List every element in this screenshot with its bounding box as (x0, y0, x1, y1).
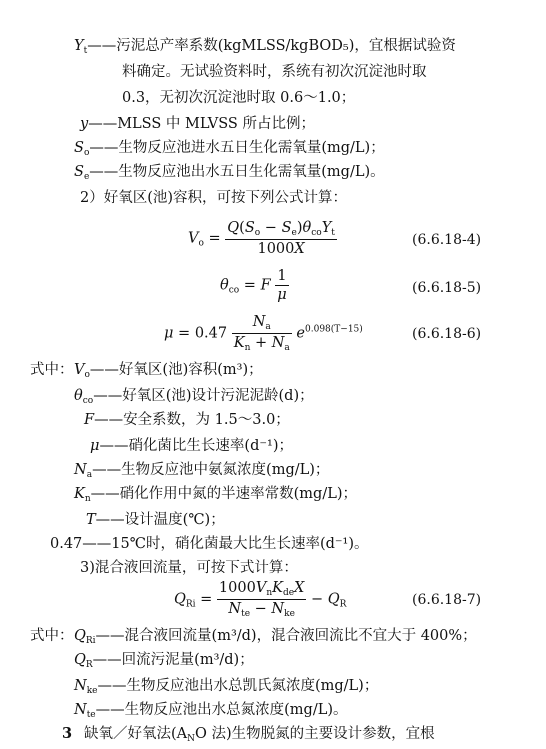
section-2-heading: 2）好氧区(池)容积，可按下列公式计算： (80, 190, 348, 206)
where-label-1: 式中： (30, 362, 74, 378)
def-Nke: $N_{ke}——$生物反应池出水总凯氏氮浓度(mg/L)； (74, 678, 379, 696)
def-mu: μ——硝化菌比生长速率(d⁻¹)； (90, 438, 293, 454)
def-F: F——安全系数，为 1.5～3.0； (84, 412, 290, 428)
equation-6-6-18-7: $Q_{Ri}$ = $\frac{1000V_nK_{de}X}{N_{te} - N_{ke}}$ − $Q_R$ (174, 580, 347, 619)
equation-number-6: (6.6.18-6) (412, 326, 482, 342)
equation-number-4: (6.6.18-4) (412, 232, 482, 248)
def-Kn: $K_n——$硝化作用中氮的半速率常数(mg/L)； (74, 486, 357, 504)
equation-6-6-18-5: $\theta_{co} = F$ $\frac{1}{\mu}$ (220, 268, 287, 303)
section-3-heading: 3)混合液回流量，可按下式计算： (80, 560, 298, 576)
def-Se: $S_e——$生物反应池出水五日生化需氧量(mg/L)。 (74, 164, 385, 182)
where-label-2: 式中： (30, 628, 74, 644)
def-QR: $Q_R——$回流污泥量(m³/d)； (74, 652, 254, 670)
def-theta-co: $\theta_{co}——$好氧区(池)设计污泥泥龄(d)； (74, 388, 314, 406)
equation-6-6-18-6: μ = 0.47 $\frac{N_a}{K_n + N_a}$ $e^{0.098(T-15)}$ (164, 314, 363, 353)
def-T: T——设计温度(℃)； (86, 512, 225, 528)
def-Yt-cont2: 0.3，无初次沉淀池时取 0.6～1.0； (122, 90, 356, 106)
def-Nte: $N_{te}——$生物反应池出水总氮浓度(mg/L)。 (74, 702, 348, 720)
equation-number-7: (6.6.18-7) (412, 592, 482, 608)
def-QRi: $Q_{Ri}——$混合液回流量(m³/d)，混合液回流比不宜大于 400%； (74, 628, 477, 646)
clause-3-number: 3 (62, 725, 73, 742)
def-Vo: $V_o——$好氧区(池)容积(m³)； (74, 362, 263, 380)
clause-3-text: 缺氧／好氧法($A_NO$ 法)生物脱氮的主要设计参数，宜根 (84, 726, 435, 744)
def-So: $S_o——$生物反应池进水五日生化需氧量(mg/L)； (74, 140, 385, 158)
equation-6-6-18-4: $V_o$ = $\frac{Q(S_o - S_e)\theta_{co}Y_t}{1000X}$ (188, 220, 335, 257)
equation-number-5: (6.6.18-5) (412, 280, 482, 296)
def-y: y——MLSS 中 MLVSS 所占比例； (80, 116, 315, 132)
def-047: 0.47——15℃时，硝化菌最大比生长速率(d⁻¹)。 (50, 536, 369, 552)
def-Yt-cont1: 料确定。无试验资料时，系统有初次沉淀池时取 (122, 64, 427, 80)
def-Yt: $Y_t——$污泥总产率系数(kgMLSS/kgBOD₅)，宜根据试验资 (74, 38, 456, 56)
def-Na: $N_a——$生物反应池中氨氮浓度(mg/L)； (74, 462, 330, 480)
